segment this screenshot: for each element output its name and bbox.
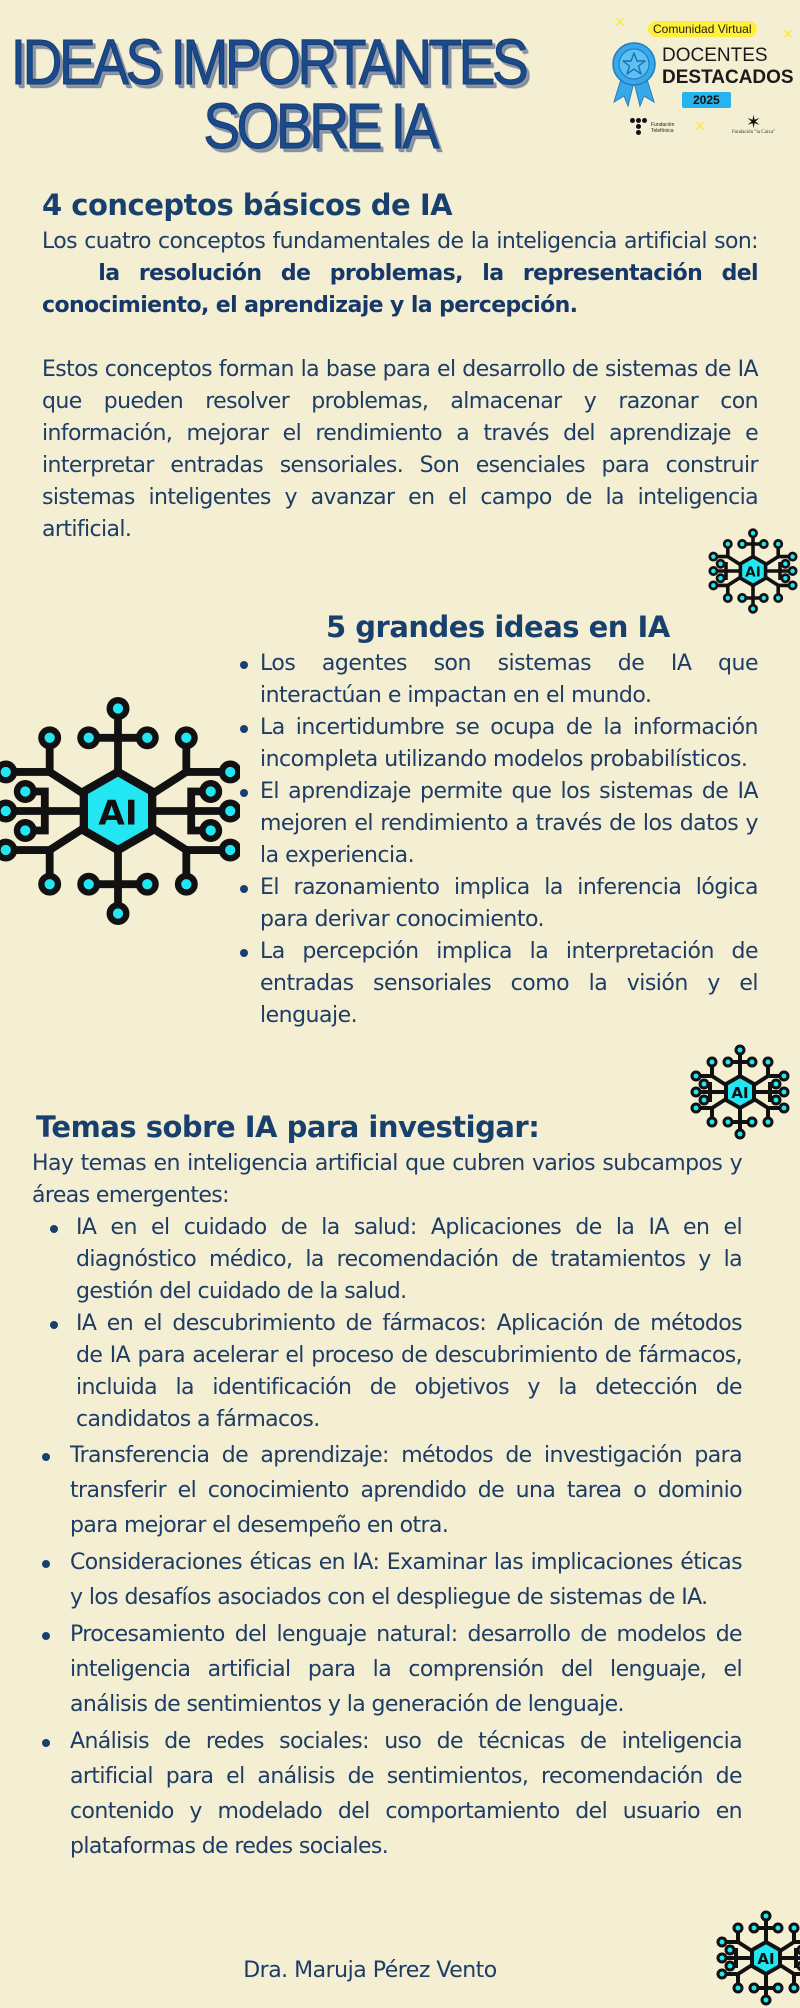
sponsor-2-label: Fundación "la Caixa"	[732, 130, 775, 135]
ai-chip-icon	[708, 526, 798, 616]
medal-icon	[610, 40, 658, 110]
research-topics-list	[32, 1212, 742, 1864]
sponsor-1-line-1: Fundación	[651, 122, 675, 128]
list-item: El aprendizaje permite que los sistemas de IA mejoren el rendimiento a través de los datos y la experiencia.	[236, 776, 758, 872]
section-1-key-concepts: la resolución de problemas, la representación del conocimiento, el aprendizaje y la percepción.	[42, 261, 758, 318]
ai-chip-icon-large	[0, 686, 240, 936]
list-item: La percepción implica la interpretación de entradas sensoriales como la visión y el lenguaje.	[236, 936, 758, 1032]
fundacion-la-caixa-logo	[732, 114, 775, 135]
svg-text:AI: AI	[757, 1950, 775, 1968]
section-1-body: Estos conceptos forman la base para el desarrollo de sistemas de IA que pueden resolver problemas, almacenar y razonar con información, mejorar el rendimiento a través del aprendizaje e interpretar entradas sensoriales. Son esenciales para construir sistemas inteligentes y avanzar en el campo de la inteligencia artificial.	[42, 357, 758, 542]
svg-text:AI: AI	[98, 793, 138, 834]
badge-line-2: DESTACADOS	[662, 67, 794, 88]
title-line-2: SOBRE IA	[203, 90, 436, 162]
page-title	[10, 26, 526, 162]
section-1-intro-text: Los cuatro conceptos fundamentales de la inteligencia artificial son:	[42, 229, 758, 254]
section-1-title: 4 conceptos básicos de IA	[42, 188, 453, 222]
fundacion-telefonica-logo	[630, 118, 674, 138]
title-line-1: IDEAS IMPORTANTES	[10, 26, 526, 98]
community-label: Comunidad Virtual	[648, 21, 757, 37]
svg-text:AI: AI	[745, 564, 761, 581]
list-item: Los agentes son sistemas de IA que interactúan e impactan en el mundo.	[236, 648, 758, 712]
list-item: La incertidumbre se ocupa de la información incompleta utilizando modelos probabilísticos.	[236, 712, 758, 776]
sparkle-icon: ✕	[694, 118, 706, 134]
list-item: Procesamiento del lenguaje natural: desarrollo de modelos de inteligencia artificial para la comprensión del lenguaje, el análisis de sentimientos y la generación de lenguaje.	[32, 1617, 742, 1722]
sparkle-icon: ✕	[782, 26, 794, 42]
docentes-destacados-badge	[606, 14, 800, 148]
list-item: Análisis de redes sociales: uso de técnicas de inteligencia artificial para el análisis de sentimientos, recomendación de contenido y modelado del comportamiento del usuario en plataformas de redes sociales.	[32, 1724, 742, 1864]
list-item: Consideraciones éticas en IA: Examinar las implicaciones éticas y los desafíos asociados con el despliegue de sistemas de IA.	[32, 1545, 742, 1615]
big-ideas-list	[236, 648, 758, 1032]
svg-text:AI: AI	[731, 1084, 749, 1102]
list-item: Transferencia de aprendizaje: métodos de investigación para transferir el conocimiento aprendido de una tarea o dominio para mejorar el desempeño en otra.	[32, 1438, 742, 1543]
list-item: El razonamiento implica la inferencia lógica para derivar conocimiento.	[236, 872, 758, 936]
telefonica-dots-icon	[630, 118, 648, 138]
list-item: IA en el cuidado de la salud: Aplicaciones de la IA en el diagnóstico médico, la recomendación de tratamientos y la gestión del cuidado de la salud.	[32, 1212, 742, 1308]
la-caixa-star-icon: ✶	[745, 112, 762, 132]
list-item: IA en el descubrimiento de fármacos: Aplicación de métodos de IA para acelerar el proceso de descubrimiento de fármacos, incluida la identificación de objetivos y la detección de candidatos a fármacos.	[32, 1308, 742, 1436]
sparkle-icon: ✕	[614, 14, 626, 30]
badge-line-1: DOCENTES	[662, 45, 768, 66]
section-1-intro	[42, 226, 758, 322]
ai-chip-icon	[690, 1042, 790, 1142]
badge-year: 2025	[682, 92, 731, 108]
sponsor-1-line-2: Telefónica	[651, 128, 674, 134]
section-3-intro: Hay temas en inteligencia artificial que cubren varios subcampos y áreas emergentes:	[32, 1151, 742, 1208]
section-2-title: 5 grandes ideas en IA	[326, 610, 670, 644]
section-3-title: Temas sobre IA para investigar:	[36, 1110, 540, 1144]
author-signature: Dra. Maruja Pérez Vento	[243, 1958, 497, 1983]
